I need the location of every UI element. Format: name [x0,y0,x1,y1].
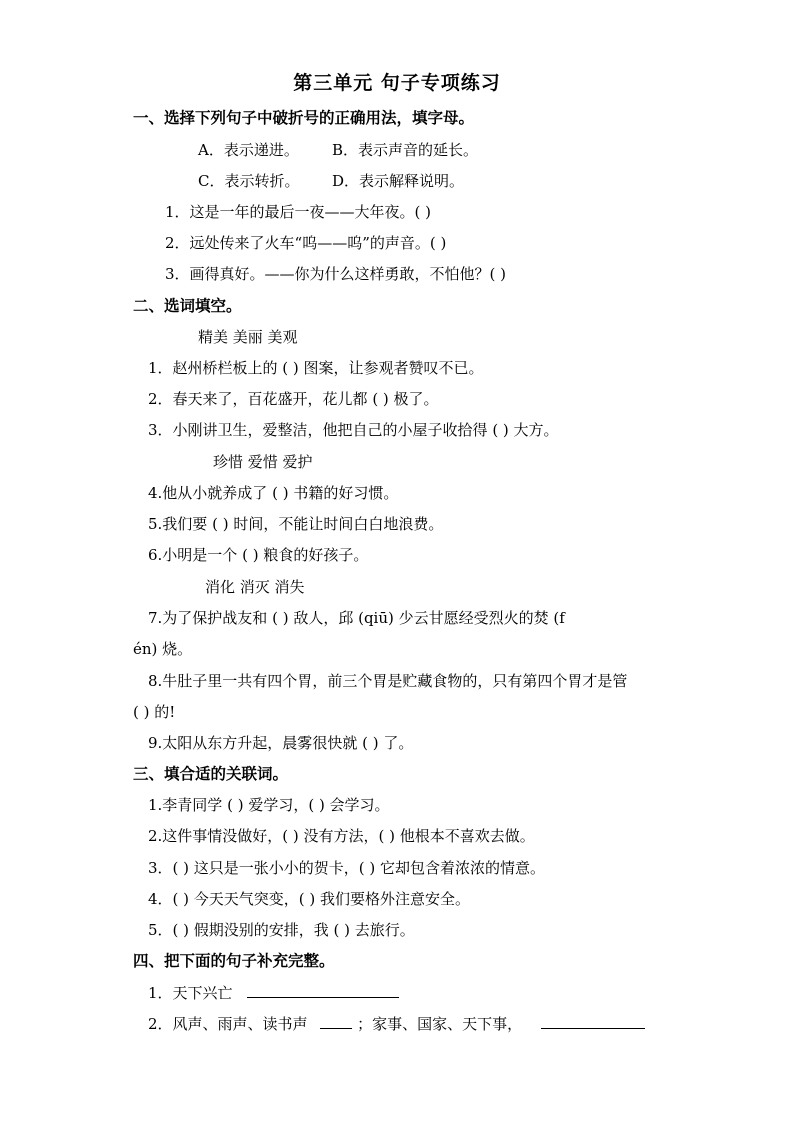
option-a: A．表示递进。 [198,141,299,159]
option-b: B．表示声音的延长。 [332,141,479,159]
s3-question-3: 3．( ) 这只是一张小小的贺卡，( ) 它却包含着浓浓的情意。 [148,859,546,877]
section-4-heading: 四、把下面的句子补充完整。 [133,951,335,970]
s3-question-5: 5．( ) 假期没别的安排，我 ( ) 去旅行。 [148,921,415,939]
s2-question-4: 4.他从小就养成了 ( ) 书籍的好习惯。 [148,484,399,502]
s2-question-1: 1．赵州桥栏板上的 ( ) 图案，让参观者赞叹不已。 [148,359,484,377]
s2-question-5: 5.我们要 ( ) 时间，不能让时间白白地浪费。 [148,515,444,533]
s1-question-1: 1．这是一年的最后一夜——大年夜。( ) [165,203,432,221]
s2-question-3: 3．小刚讲卫生，爱整洁，他把自己的小屋子收拾得 ( ) 大方。 [148,421,559,439]
s2-question-9: 9.太阳从东方升起，晨雾很快就 ( ) 了。 [148,734,414,752]
s4-question-2 [148,1014,645,1034]
page-title: 第三单元 句子专项练习 [293,72,501,94]
s2-question-6: 6.小明是一个 ( ) 粮食的好孩子。 [148,546,369,564]
s3-question-1: 1.李青同学 ( ) 爱学习，( ) 会学习。 [148,796,390,814]
s3-question-4: 4．( ) 今天天气突变，( ) 我们要格外注意安全。 [148,890,471,908]
s4-question-2-text-b: ；家事、国家、天下事， [357,1015,523,1033]
section-2-heading: 二、选词填空。 [133,296,242,315]
s2-question-2: 2．春天来了，百花盛开，花儿都 ( ) 极了。 [148,390,439,408]
s1-question-3: 3．画得真好。——你为什么这样勇敢，不怕他？( ) [165,265,507,283]
section-1-heading: 一、选择下列句子中破折号的正确用法，填字母。 [133,108,475,127]
s2-question-8-line-1: 8.牛肚子里一共有四个胃，前三个胃是贮藏食物的，只有第四个胃才是管 [148,672,628,690]
s2-question-7-line-1: 7.为了保护战友和 ( ) 敌人，邱 (qiū) 少云甘愿经受烈火的焚 (f [148,609,565,627]
word-choices-2: 珍惜 爱惜 爱护 [213,453,313,471]
s1-question-2: 2．远处传来了火车“呜——呜”的声音。( ) [165,234,447,252]
option-c: C．表示转折。 [198,172,300,190]
answer-blank[interactable] [320,1014,352,1029]
s4-question-1 [148,983,399,1003]
s4-question-1-text: 1．天下兴亡 [148,984,233,1002]
word-choices-1: 精美 美丽 美观 [198,328,298,346]
s2-question-8-line-2: ( ) 的! [133,703,176,721]
section-3-heading: 三、填合适的关联词。 [133,764,289,783]
s4-question-2-text-a: 2．风声、雨声、读书声 [148,1015,308,1033]
word-choices-3: 消化 消灭 消失 [205,578,305,596]
s2-question-7-line-2: én) 烧。 [133,640,193,658]
answer-blank[interactable] [541,1014,645,1029]
s3-question-2: 2.这件事情没做好，( ) 没有方法，( ) 他根本不喜欢去做。 [148,827,535,845]
answer-blank[interactable] [247,983,399,998]
option-d: D．表示解释说明。 [332,172,465,190]
